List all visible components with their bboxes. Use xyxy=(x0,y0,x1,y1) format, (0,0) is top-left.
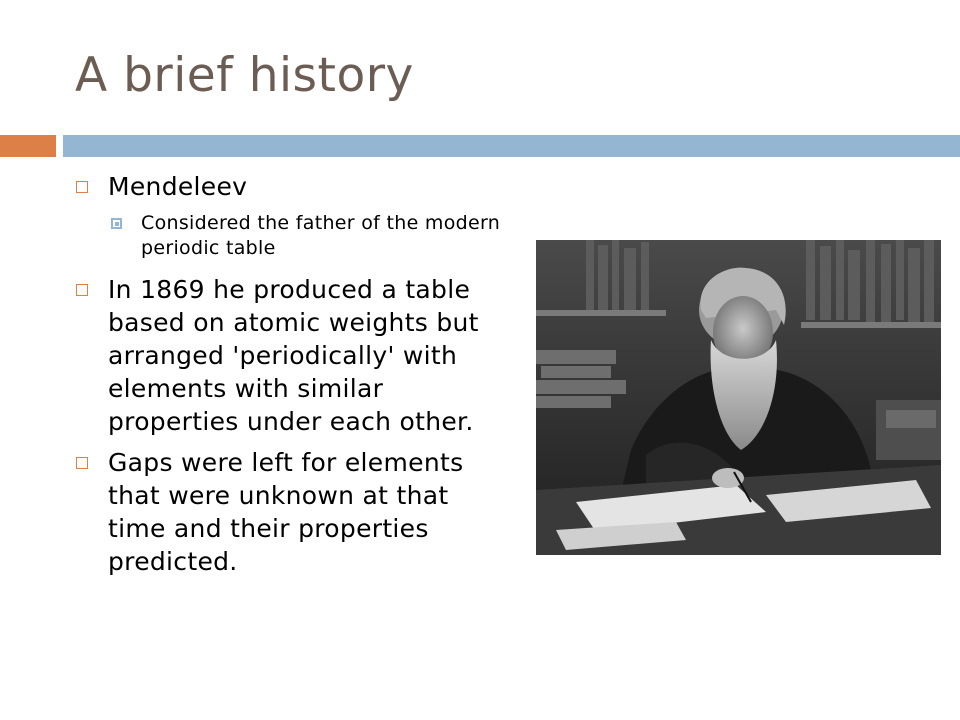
bullet-item-1869-table xyxy=(73,273,513,438)
accent-bar-blue xyxy=(63,135,960,157)
bullet-list xyxy=(73,170,513,586)
bullet-text: Mendeleev xyxy=(108,172,248,201)
subbullet-item-father xyxy=(108,211,513,261)
portrait-photo-icon xyxy=(536,240,941,555)
accent-bar-orange xyxy=(0,135,56,157)
bullet-text: Gaps were left for elements that were unknown at that time and their properties predicted. xyxy=(108,448,464,576)
square-bullet-icon xyxy=(76,284,88,296)
bullet-item-mendeleev xyxy=(73,170,513,203)
portrait-photo xyxy=(536,240,941,555)
square-bullet-icon xyxy=(76,181,88,193)
bullet-item-gaps xyxy=(73,446,513,578)
square-bullet-icon xyxy=(76,457,88,469)
slide-title: A brief history xyxy=(75,48,414,103)
bullet-text: In 1869 he produced a table based on atomic weights but arranged 'periodically' with elements with similar properties under each other. xyxy=(108,275,479,436)
subbullet-text: Considered the father of the modern periodic table xyxy=(141,212,501,259)
filled-square-bullet-icon xyxy=(111,218,122,229)
